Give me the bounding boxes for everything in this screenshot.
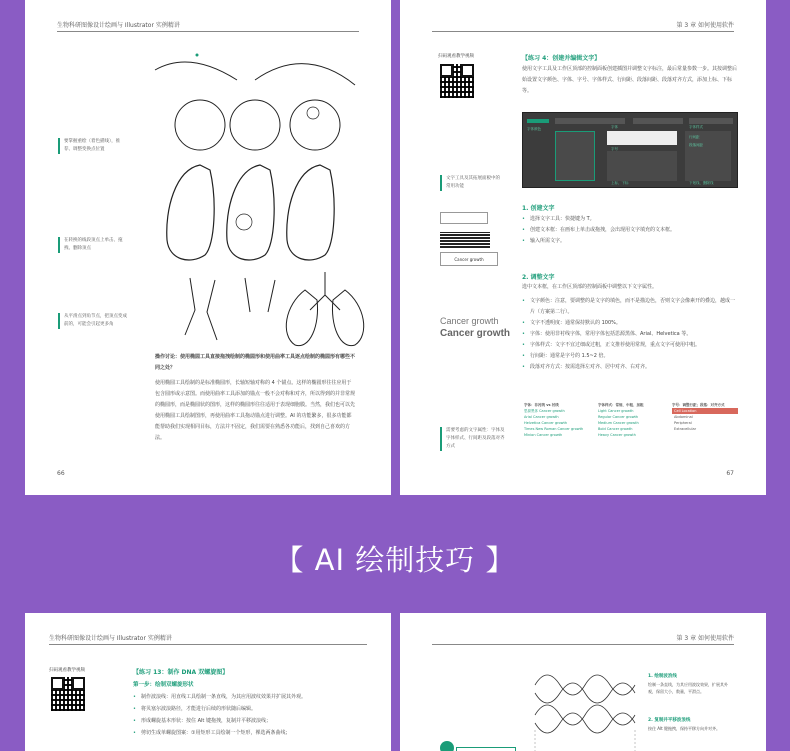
page-bottom-left	[25, 613, 391, 751]
list-item: • 形成螺旋基本形状：按住 Alt 键拖拽，复制并平移波浪线；	[133, 715, 373, 727]
list-item: • 创建文本框：在画布上单击或拖拽，会出现用文字填充的文本框。	[522, 225, 737, 236]
panel-label: 字体样式	[689, 125, 703, 129]
header-rule	[432, 644, 734, 645]
page-66	[25, 0, 391, 495]
curve-drawing-illustration	[145, 50, 375, 350]
page-67	[400, 0, 766, 495]
section1-list	[522, 214, 737, 247]
running-header: 第 3 章 如何使用软件	[676, 22, 734, 29]
font-table-col1	[524, 402, 590, 438]
header-rule	[49, 644, 367, 645]
control-panel-screenshot	[522, 112, 738, 188]
font-table-col3	[672, 402, 738, 432]
panel-label: 行间距	[689, 135, 700, 139]
list-item: • 字体：使用非衬线字体，常用字体包括思源黑体、Arial、Helvetica 等。	[522, 329, 737, 340]
section-title: 2. 调整文字	[522, 274, 555, 281]
note-title: 2. 复制并平移波浪线	[648, 718, 691, 723]
cancer-growth-light: Cancer growth	[440, 316, 499, 326]
panel-label: 上标、下标	[611, 181, 629, 185]
qr-code[interactable]	[51, 677, 85, 711]
text-box-with-text	[440, 252, 498, 266]
running-header: 生物科研图像设计绘画与 Illustrator 实例精讲	[57, 22, 180, 29]
running-header: 第 3 章 如何使用软件	[676, 635, 734, 642]
margin-note: 从平滑点到角节点，把顶点变成前的，可能会引起更多角	[58, 313, 128, 329]
tip-box-border	[456, 747, 516, 751]
table-cell: Abdominal	[674, 415, 693, 419]
table-cell: Bold Cancer growth	[598, 427, 633, 431]
font-table-col2	[598, 402, 664, 438]
page-bottom-right	[400, 613, 766, 751]
exercise-title: 【练习 13：制作 DNA 双螺旋图】	[133, 669, 229, 676]
step-list	[133, 691, 373, 739]
section-title: 1. 创建文字	[522, 205, 555, 212]
margin-note: 要掌握重绘（着色描线），推荐、调整变换点位置	[58, 138, 128, 154]
table-cell: 思源黑体 Cancer growth	[524, 409, 565, 413]
panel-label: 字体	[611, 125, 618, 129]
table-cell: Minion Cancer growth	[524, 433, 563, 437]
list-item: • 文字颜色：注意，要调整的是文字的填色，而不是描边色，否则文字会像素开的叠边，越成一片（方案第二行）。	[522, 296, 737, 318]
table-cell: Heavy Cancer growth	[598, 433, 636, 437]
table-header: 字体样式：常规、中粗、加粗	[598, 403, 644, 407]
text-box-sample	[440, 212, 488, 224]
exercise-title: 【练习 4：创建并编辑文字】	[522, 55, 601, 62]
margin-note: 文字工具及其拓展面板中的常用功能	[440, 175, 500, 191]
list-item: • 行间距：通常是字号的 1.5~2 倍。	[522, 351, 737, 362]
header-rule	[57, 31, 359, 32]
qr-code[interactable]	[440, 64, 474, 98]
page-number: 66	[57, 470, 65, 477]
table-cell: Cell Location	[672, 408, 738, 414]
table-cell: Medium Cancer growth	[598, 421, 639, 425]
cancer-growth-small: Cancer growth	[454, 257, 484, 262]
intro-paragraph: 使用文字工具及工作区顶部的控制面板创建插图并调整文字标注，最后常量参数一步。其按调整后始设置文字颜色、字体、字号、字体样式、行间距、段落间距、段落对齐方式，添加上标、下标等。	[522, 66, 738, 94]
text-fill-sample	[440, 232, 490, 248]
page-number: 67	[726, 470, 734, 477]
list-item: • 选择文字工具：快捷键为 T。	[522, 214, 737, 225]
wave-lines-illustration	[530, 665, 640, 751]
panel-label: 字体颜色	[527, 127, 541, 131]
list-item: • 段落对齐方式：按需选择左对齐、居中对齐、右对齐。	[522, 362, 737, 373]
note-text: 绘制一条直线，为其应用波纹效果，扩展其外观，保留大小，数量，平滑点。	[648, 682, 728, 694]
bulb-icon	[440, 741, 454, 751]
step-title: 第一步：绘制双螺旋形状	[133, 682, 194, 688]
running-header: 生物科研图像设计绘画与 Illustrator 实例精讲	[49, 635, 172, 642]
body-paragraph: 使用椭圆工具绘制的是标准椭圆形，长轴短轴对称的 4 个锚点。这样的椭圆形往往应用于包含圆形或示意图。而使用曲率工具添加的锚点一般不会对称和对齐，所以得到的并非常规的椭圆形，而是椭圆状的图形，这样的椭圆形往往适用于表现细胞膜。当然，我们也可以先使用椭圆工具绘制图形，再使用曲率工具拖动锚点进行调整。AI 的功能繁多，很多功能都能帮助我们实现相同目标，方法并不固定，我们需要在熟悉各功能后，找到自己喜欢的方法。	[155, 380, 356, 441]
header-rule	[432, 31, 734, 32]
panel-label: 段落间距	[689, 143, 703, 147]
margin-note: 需要考虑的文字属性：字体及字体样式、行间距及段落对齐方式	[440, 427, 506, 451]
table-header: 字号：调整行距；段落：对齐方式	[672, 403, 725, 407]
list-item: • 制作波浪线：用直线工具绘制一条直线，为其应用波纹效果并扩展其外观。	[133, 691, 373, 703]
note-title: 1. 绘制波浪线	[648, 674, 677, 679]
table-cell: Helvetica Cancer growth	[524, 421, 568, 425]
table-cell: Light Cancer growth	[598, 409, 634, 413]
list-item: • 字体样式：文字不宜过细或过粗，正文推荐使用常规，重点文字可使用中粗。	[522, 340, 737, 351]
cancer-growth-bold: Cancer growth	[440, 328, 511, 339]
qr-label: 扫码观看教学视频	[438, 54, 474, 59]
note-text: 按住 Alt 键拖拽，保持平移方向并对齐。	[648, 726, 720, 731]
list-item: • 将贝塞尔波浪路径，才能进行后续的形状随后编辑。	[133, 703, 373, 715]
table-cell: Arial Cancer growth	[524, 415, 559, 419]
section-banner: 【 AI 绘制技巧 】	[274, 543, 516, 577]
panel-label: 字号	[611, 147, 618, 151]
list-item: • 文字不透明度：通常保持默认的 100%。	[522, 318, 737, 329]
list-item: • 剪切生成单螺旋图案：①用矩形工具绘制一个矩形，裸选两条曲线；	[133, 727, 373, 739]
table-cell: Regular Cancer growth	[598, 415, 639, 419]
table-cell: Times New Roman Cancer growth	[524, 427, 584, 431]
operation-discussion-title: 操作讨论：使用椭圆工具直接拖拽绘制的椭圆形和使用曲率工具逐点绘制的椭圆形有哪些不同之处？	[155, 354, 356, 371]
panel-label: 下划线、删除线	[689, 181, 714, 185]
section2-intro: 选中文本框，在工作区顶部的控制面板中调整以下文字属性。	[522, 284, 658, 290]
margin-note: 在转换的线段顶点上单击、拖拽、删除顶点	[58, 237, 128, 253]
section2-list	[522, 296, 737, 373]
table-cell: Peripheral	[674, 421, 692, 425]
table-header: 字体：非衬线 vs 衬线	[524, 403, 559, 407]
list-item: • 输入所需文字。	[522, 236, 737, 247]
table-cell: Extracellular	[674, 427, 697, 431]
qr-label: 扫码观看教学视频	[49, 668, 85, 673]
